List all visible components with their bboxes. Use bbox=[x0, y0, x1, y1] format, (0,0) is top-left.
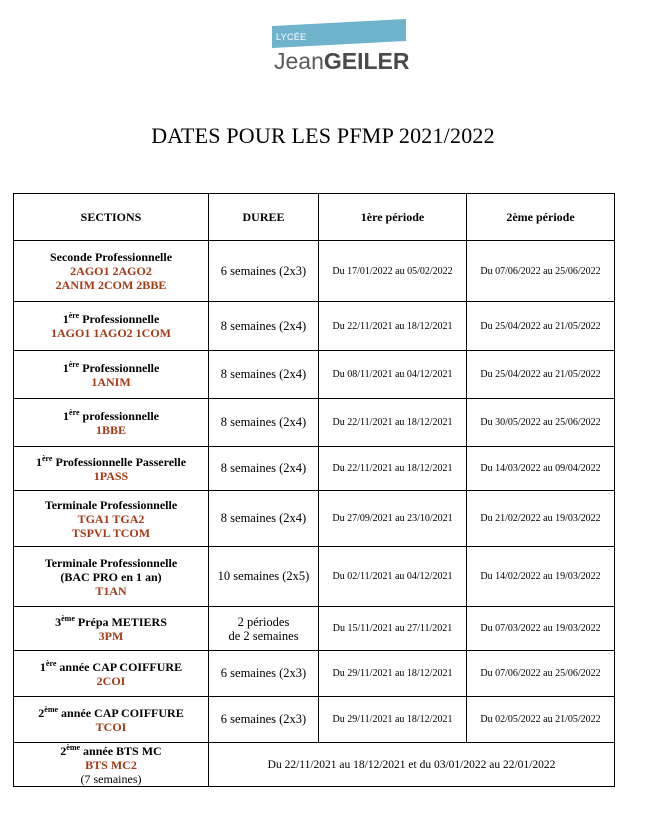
ordinal-suffix: ère bbox=[41, 453, 53, 463]
section-cell bbox=[14, 651, 209, 697]
ordinal-suffix: ère bbox=[45, 658, 57, 668]
section-name: 3ème Prépa METIERS bbox=[55, 613, 167, 629]
school-logo bbox=[272, 26, 410, 76]
section-subname: (BAC PRO en 1 an) bbox=[60, 569, 162, 584]
table-row bbox=[14, 351, 615, 399]
duration-cell bbox=[209, 302, 319, 351]
duration-cell bbox=[209, 447, 319, 491]
section-cell bbox=[14, 241, 209, 302]
period-1-cell: Du 22/11/2021 au 18/12/2021 bbox=[319, 302, 467, 351]
table-row bbox=[14, 607, 615, 651]
class-codes: 2AGO1 2AGO2 bbox=[70, 264, 152, 278]
class-codes: 1PASS bbox=[93, 468, 129, 483]
section-cell bbox=[14, 547, 209, 607]
header-period-1: 1ère période bbox=[319, 194, 467, 241]
section-cell bbox=[14, 399, 209, 447]
class-codes: T1AN bbox=[95, 583, 127, 598]
period-2-cell: Du 07/06/2022 au 25/06/2022 bbox=[467, 651, 615, 697]
duration-cell bbox=[209, 547, 319, 607]
ordinal-suffix: ère bbox=[68, 359, 80, 369]
class-codes: TSPVL TCOM bbox=[71, 525, 151, 540]
section-name: 2ème année BTS MC bbox=[60, 742, 162, 758]
table-row bbox=[14, 399, 615, 447]
period-1-cell: Du 17/01/2022 au 05/02/2022 bbox=[319, 241, 467, 302]
duration-text: 6 semaines (2x3) bbox=[220, 666, 307, 680]
period-2-cell: Du 25/04/2022 au 21/05/2022 bbox=[467, 351, 615, 399]
period-1-cell: Du 22/11/2021 au 18/12/2021 bbox=[319, 399, 467, 447]
merged-dates-cell: Du 22/11/2021 au 18/12/2021 et du 03/01/2022 au 22/01/2022 bbox=[209, 743, 615, 787]
duration-cell bbox=[209, 607, 319, 651]
period-1-cell: Du 02/11/2021 au 04/12/2021 bbox=[319, 547, 467, 607]
duration-cell bbox=[209, 651, 319, 697]
period-2-cell: Du 14/02/2022 au 19/03/2022 bbox=[467, 547, 615, 607]
section-cell bbox=[14, 743, 209, 787]
period-1-cell: Du 15/11/2021 au 27/11/2021 bbox=[319, 607, 467, 651]
period-2-cell: Du 25/04/2022 au 21/05/2022 bbox=[467, 302, 615, 351]
period-2-cell: Du 30/05/2022 au 25/06/2022 bbox=[467, 399, 615, 447]
section-name: 1ère année CAP COIFFURE bbox=[39, 658, 183, 674]
period-1-cell: Du 22/11/2021 au 18/12/2021 bbox=[319, 447, 467, 491]
period-2-cell: Du 07/06/2022 au 25/06/2022 bbox=[467, 241, 615, 302]
class-codes: TGA1 TGA2 bbox=[77, 511, 145, 526]
table-row bbox=[14, 743, 615, 787]
section-cell bbox=[14, 607, 209, 651]
duration-cell bbox=[209, 399, 319, 447]
period-1-cell: Du 08/11/2021 au 04/12/2021 bbox=[319, 351, 467, 399]
section-cell bbox=[14, 302, 209, 351]
section-name: 2ème année CAP COIFFURE bbox=[38, 704, 184, 720]
duration-text: 6 semaines (2x3) bbox=[220, 263, 307, 278]
header-row bbox=[14, 194, 615, 241]
section-name: Terminale Professionnelle bbox=[44, 555, 178, 570]
table-row bbox=[14, 491, 615, 547]
ordinal-suffix: ème bbox=[61, 613, 75, 623]
duration-text: 6 semaines (2x3) bbox=[220, 712, 307, 726]
logo-jean: Jean bbox=[274, 48, 324, 74]
header-duree: DUREE bbox=[209, 194, 319, 241]
header-sections: SECTIONS bbox=[14, 194, 209, 241]
class-codes: 1ANIM bbox=[91, 374, 131, 389]
class-codes: 3PM bbox=[98, 628, 124, 643]
table-body bbox=[14, 241, 615, 787]
ordinal-suffix: ère bbox=[69, 407, 80, 417]
period-1-cell: Du 27/09/2021 au 23/10/2021 bbox=[319, 491, 467, 547]
header-period-2: 2ème période bbox=[467, 194, 615, 241]
class-codes: 1BBE bbox=[95, 422, 126, 437]
duration-text: 8 semaines (2x4) bbox=[220, 511, 307, 525]
period-2-cell: Du 21/02/2022 au 19/03/2022 bbox=[467, 491, 615, 547]
section-name: 1ère Professionnelle Passerelle bbox=[35, 453, 187, 469]
table-row bbox=[14, 241, 615, 302]
duration-text: 8 semaines (2x4) bbox=[220, 461, 307, 475]
duration-cell bbox=[209, 241, 319, 302]
ordinal-suffix: ème bbox=[66, 742, 81, 752]
class-codes: BTS MC2 bbox=[85, 757, 137, 772]
class-codes: 2COI bbox=[96, 673, 126, 688]
duration-cell bbox=[209, 697, 319, 743]
class-codes: 1AGO1 1AGO2 1COM bbox=[51, 326, 171, 340]
logo-name bbox=[274, 49, 410, 73]
ordinal-suffix: ère bbox=[68, 311, 80, 320]
logo-lycee-text: LYCÉE bbox=[276, 32, 307, 42]
section-name: 1ère Professionnelle bbox=[62, 311, 160, 326]
logo-geiler: GEILER bbox=[323, 48, 410, 74]
period-1-cell: Du 29/11/2021 au 18/12/2021 bbox=[319, 697, 467, 743]
pfmp-table bbox=[13, 193, 615, 787]
ordinal-suffix: ème bbox=[44, 704, 59, 714]
section-name: 1ère Professionnelle bbox=[62, 359, 160, 375]
duration-cell bbox=[209, 351, 319, 399]
duration-text: 10 semaines (2x5) bbox=[217, 569, 310, 583]
period-2-cell: Du 02/05/2022 au 21/05/2022 bbox=[467, 697, 615, 743]
section-cell bbox=[14, 491, 209, 547]
class-codes: 2ANIM 2COM 2BBE bbox=[55, 278, 167, 292]
section-cell bbox=[14, 447, 209, 491]
duration-cell bbox=[209, 491, 319, 547]
table-row bbox=[14, 697, 615, 743]
table-row bbox=[14, 651, 615, 697]
duration-text: 2 périodes bbox=[237, 614, 290, 629]
period-2-cell: Du 14/03/2022 au 09/04/2022 bbox=[467, 447, 615, 491]
table-row bbox=[14, 447, 615, 491]
duration-text: 8 semaines (2x4) bbox=[220, 367, 307, 381]
section-name: 1ère professionnelle bbox=[63, 407, 159, 423]
section-name: Seconde Professionnelle bbox=[49, 250, 173, 264]
table-row bbox=[14, 547, 615, 607]
duration-text: 8 semaines (2x4) bbox=[220, 318, 307, 333]
section-note: (7 semaines) bbox=[80, 771, 142, 786]
period-1-cell: Du 29/11/2021 au 18/12/2021 bbox=[319, 651, 467, 697]
period-2-cell: Du 07/03/2022 au 19/03/2022 bbox=[467, 607, 615, 651]
class-codes: TCOI bbox=[95, 719, 127, 734]
section-cell bbox=[14, 697, 209, 743]
section-name: Terminale Professionnelle bbox=[44, 497, 178, 512]
table-row bbox=[14, 302, 615, 351]
duration-text-2: de 2 semaines bbox=[228, 628, 299, 643]
duration-text: 8 semaines (2x4) bbox=[220, 415, 307, 429]
section-cell bbox=[14, 351, 209, 399]
page-title: DATES POUR LES PFMP 2021/2022 bbox=[151, 123, 495, 148]
